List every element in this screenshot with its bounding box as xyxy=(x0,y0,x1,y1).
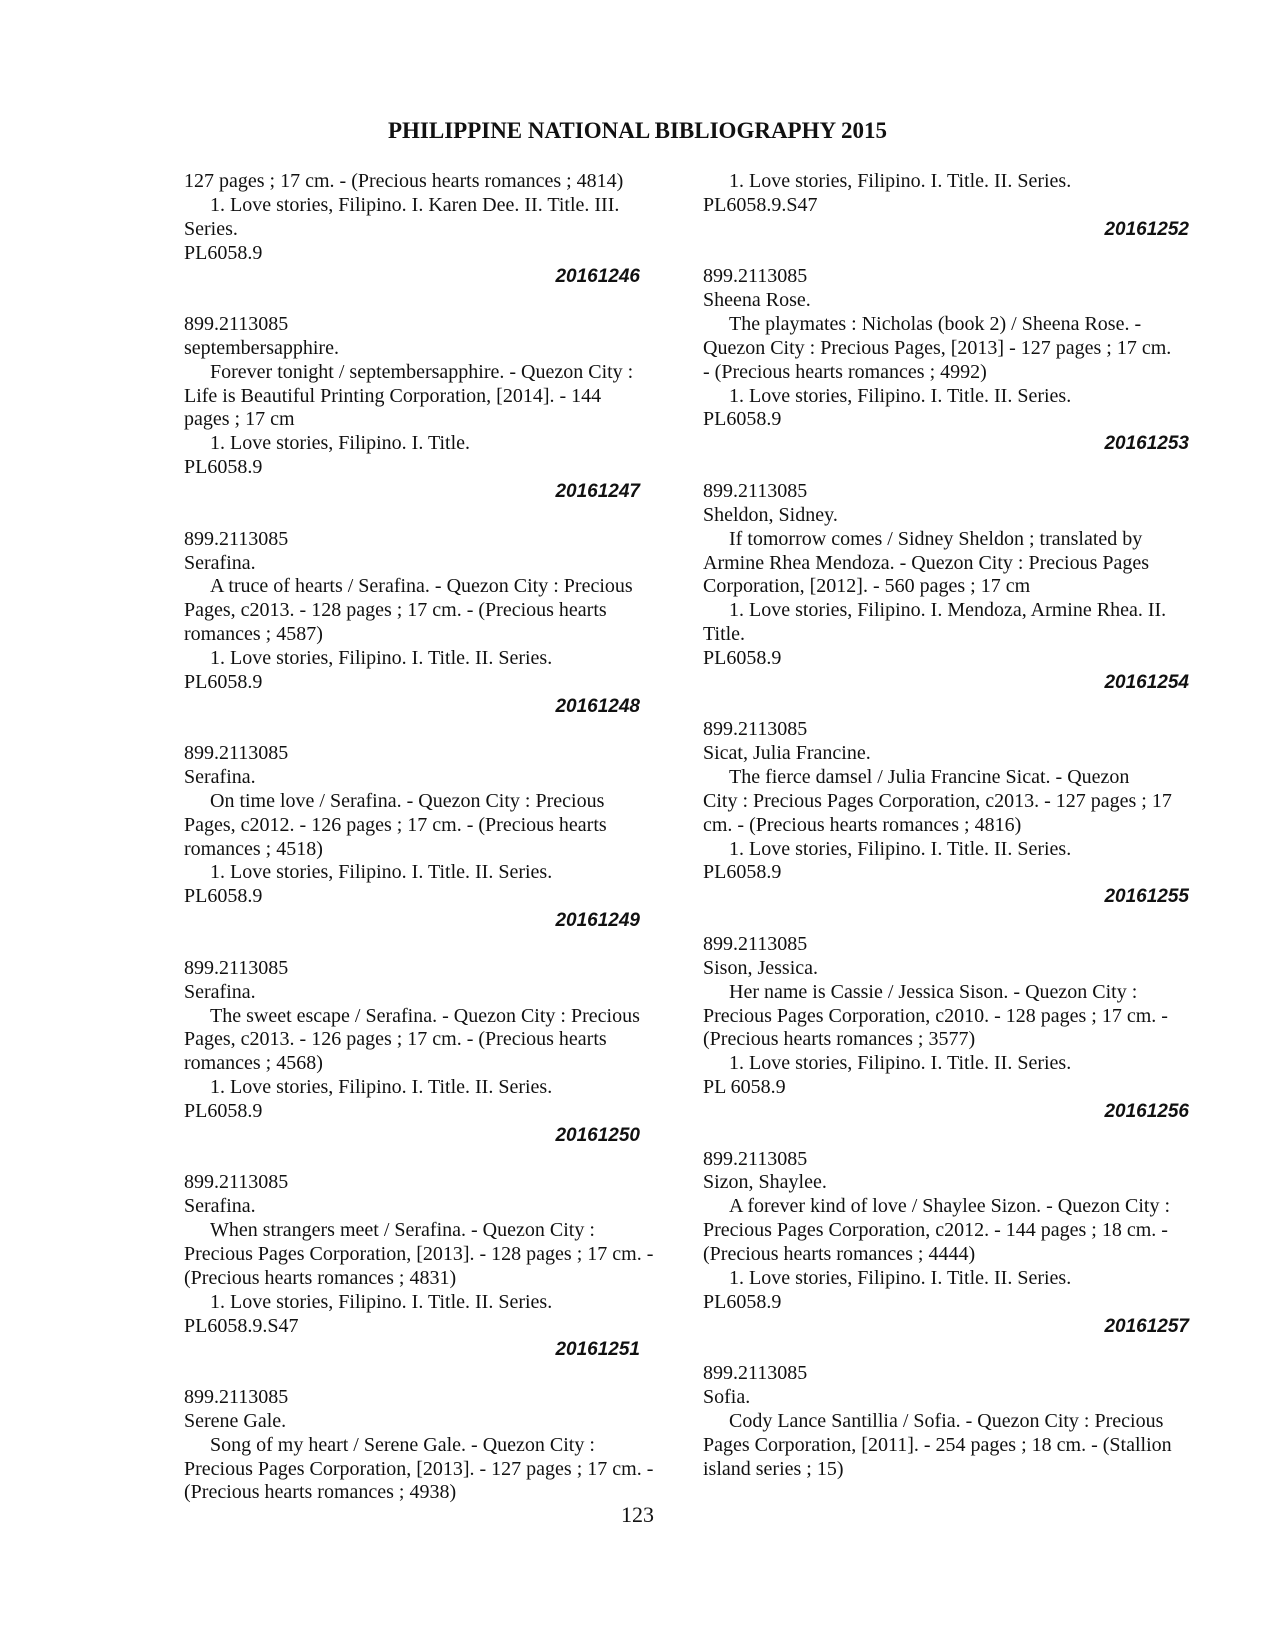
bibliographic-entry xyxy=(184,1171,654,1362)
author-heading: Sison, Jessica. xyxy=(703,956,818,979)
author-heading: Serafina. xyxy=(184,980,256,1003)
subject-line: 1. Love stories, Filipino. I. Title. II. Series. xyxy=(210,1076,553,1099)
record-number: 20161248 xyxy=(555,695,640,717)
description-line: (Precious hearts romances ; 4831) xyxy=(184,1266,457,1289)
call-number: PL6058.9.S47 xyxy=(184,1314,299,1337)
class-number: 899.2113085 xyxy=(184,313,289,336)
author-heading: Serafina. xyxy=(184,1195,256,1218)
description-line: Cody Lance Santillia / Sofia. - Quezon City : Precious xyxy=(729,1409,1164,1432)
description-line: If tomorrow comes / Sidney Sheldon ; translated by xyxy=(729,527,1143,550)
author-heading: septembersapphire. xyxy=(184,336,339,359)
description-line: Quezon City : Precious Pages, [2013] - 127 pages ; 17 cm. xyxy=(703,336,1172,359)
author-heading: Serene Gale. xyxy=(184,1409,287,1432)
subject-line: 1. Love stories, Filipino. I. Mendoza, Armine Rhea. II. xyxy=(729,599,1167,622)
description-line: romances ; 4518) xyxy=(184,837,323,860)
entry-line: PL6058.9.S47 xyxy=(703,193,818,216)
subject-line: 1. Love stories, Filipino. I. Title. xyxy=(210,432,471,455)
record-number: 20161255 xyxy=(1104,886,1189,908)
author-heading: Sizon, Shaylee. xyxy=(703,1171,827,1194)
description-line: - (Precious hearts romances ; 4992) xyxy=(703,360,987,383)
page-title: PHILIPPINE NATIONAL BIBLIOGRAPHY 2015 xyxy=(387,118,888,143)
record-number: 20161254 xyxy=(1104,671,1189,693)
description-line: (Precious hearts romances ; 4938) xyxy=(184,1481,457,1504)
class-number: 899.2113085 xyxy=(703,1147,808,1170)
record-number: 20161251 xyxy=(555,1339,640,1361)
record-number: 20161253 xyxy=(1104,433,1189,455)
record-number: 20161256 xyxy=(1104,1100,1189,1122)
bibliographic-entry xyxy=(184,957,640,1148)
call-number: PL6058.9 xyxy=(184,670,263,693)
record-number: 20161252 xyxy=(1104,218,1189,240)
description-line: Precious Pages Corporation, c2010. - 128 pages ; 17 cm. - xyxy=(703,1004,1168,1027)
description-line: The sweet escape / Serafina. - Quezon City : Precious xyxy=(210,1004,640,1027)
record-number: 20161257 xyxy=(1104,1315,1189,1337)
class-number: 899.2113085 xyxy=(184,527,289,550)
description-line: Her name is Cassie / Jessica Sison. - Quezon City : xyxy=(729,980,1138,1003)
description-line: Corporation, [2012]. - 560 pages ; 17 cm xyxy=(703,575,1031,598)
class-number: 899.2113085 xyxy=(184,1386,289,1409)
description-line: City : Precious Pages Corporation, c2013. - 127 pages ; 17 xyxy=(703,789,1172,812)
class-number: 899.2113085 xyxy=(703,933,808,955)
right-column xyxy=(703,170,1189,1481)
description-line: romances ; 4587) xyxy=(184,623,323,646)
bibliographic-entry xyxy=(703,480,1189,695)
bibliographic-entry xyxy=(703,718,1189,909)
description-line: Life is Beautiful Printing Corporation, [2014]. - 144 xyxy=(184,384,602,407)
description-line: (Precious hearts romances ; 3577) xyxy=(703,1028,976,1051)
bibliographic-entry xyxy=(703,1148,1189,1339)
call-number: PL 6058.9 xyxy=(703,1076,786,1099)
bibliographic-entry xyxy=(184,528,640,719)
call-number: PL6058.9 xyxy=(703,646,782,669)
description-line: When strangers meet / Serafina. - Quezon City : xyxy=(210,1219,595,1242)
bibliographic-entry xyxy=(184,313,640,504)
call-number: PL6058.9 xyxy=(184,1099,263,1122)
description-line: cm. - (Precious hearts romances ; 4816) xyxy=(703,813,1022,836)
author-heading: Serafina. xyxy=(184,551,256,574)
continued-entry xyxy=(184,170,640,289)
left-column xyxy=(184,170,654,1505)
call-number: PL6058.9 xyxy=(703,1290,782,1313)
subject-line: 1. Love stories, Filipino. I. Title. II. Series. xyxy=(729,384,1072,407)
class-number: 899.2113085 xyxy=(703,265,808,288)
page-number: 123 xyxy=(621,1502,654,1527)
class-number: 899.2113085 xyxy=(703,1362,808,1385)
subject-line: 1. Love stories, Filipino. I. Title. II. Series. xyxy=(210,861,553,884)
class-number: 899.2113085 xyxy=(703,718,808,741)
author-heading: Serafina. xyxy=(184,766,256,789)
entry-line: 1. Love stories, Filipino. I. Karen Dee. II. Title. III. xyxy=(210,193,620,216)
call-number: PL6058.9 xyxy=(184,456,263,479)
entry-line: 127 pages ; 17 cm. - (Precious hearts romances ; 4814) xyxy=(184,170,624,192)
description-line: Precious Pages Corporation, [2013]. - 128 pages ; 17 cm. - xyxy=(184,1242,654,1265)
description-line: Precious Pages Corporation, c2012. - 144 pages ; 18 cm. - xyxy=(703,1219,1168,1242)
bibliographic-entry xyxy=(703,265,1189,456)
description-line: island series ; 15) xyxy=(703,1457,844,1480)
subject-line: 1. Love stories, Filipino. I. Title. II. Series. xyxy=(729,837,1072,860)
description-line: Armine Rhea Mendoza. - Quezon City : Precious Pages xyxy=(703,551,1150,574)
subject-line: 1. Love stories, Filipino. I. Title. II. Series. xyxy=(729,1266,1072,1289)
description-line: romances ; 4568) xyxy=(184,1052,323,1075)
author-heading: Sheena Rose. xyxy=(703,289,811,312)
author-heading: Sicat, Julia Francine. xyxy=(703,742,871,765)
bibliographic-entry xyxy=(184,742,640,933)
class-number: 899.2113085 xyxy=(184,956,289,979)
description-line: pages ; 17 cm xyxy=(184,408,295,431)
call-number: PL6058.9 xyxy=(184,885,263,908)
class-number: 899.2113085 xyxy=(184,1171,289,1194)
continued-entry xyxy=(703,170,1189,242)
author-heading: Sheldon, Sidney. xyxy=(703,503,838,526)
description-line: Song of my heart / Serene Gale. - Quezon City : xyxy=(210,1433,595,1456)
record-number: 20161247 xyxy=(555,480,640,502)
bibliographic-entry xyxy=(703,933,1189,1124)
record-number: 20161250 xyxy=(555,1124,640,1146)
description-line: Pages, c2013. - 126 pages ; 17 cm. - (Precious hearts xyxy=(184,1028,607,1051)
entry-line: 1. Love stories, Filipino. I. Title. II. Series. xyxy=(729,170,1072,192)
description-line: A forever kind of love / Shaylee Sizon. - Quezon City : xyxy=(729,1195,1171,1218)
description-line: The fierce damsel / Julia Francine Sicat. - Quezon xyxy=(729,766,1130,789)
description-line: Pages, c2012. - 126 pages ; 17 cm. - (Precious hearts xyxy=(184,813,607,836)
record-number: 20161249 xyxy=(555,910,640,932)
description-line: Pages, c2013. - 128 pages ; 17 cm. - (Precious hearts xyxy=(184,599,607,622)
subject-line: Title. xyxy=(703,623,746,646)
call-number: PL6058.9 xyxy=(703,861,782,884)
call-number: PL6058.9 xyxy=(703,408,782,431)
entry-line: PL6058.9 xyxy=(184,241,263,264)
description-line: On time love / Serafina. - Quezon City : Precious xyxy=(210,789,605,812)
subject-line: 1. Love stories, Filipino. I. Title. II. Series. xyxy=(210,1290,553,1313)
description-line: Forever tonight / septembersapphire. - Quezon City : xyxy=(210,360,634,383)
description-line: A truce of hearts / Serafina. - Quezon City : Precious xyxy=(210,575,633,598)
entry-line: Series. xyxy=(184,217,238,240)
record-number: 20161246 xyxy=(555,266,640,288)
author-heading: Sofia. xyxy=(703,1386,751,1409)
description-line: Precious Pages Corporation, [2013]. - 127 pages ; 17 cm. - xyxy=(184,1457,654,1480)
class-number: 899.2113085 xyxy=(703,479,808,502)
subject-line: 1. Love stories, Filipino. I. Title. II. Series. xyxy=(729,1052,1072,1075)
description-line: (Precious hearts romances ; 4444) xyxy=(703,1242,976,1265)
bibliographic-entry xyxy=(184,1386,654,1505)
subject-line: 1. Love stories, Filipino. I. Title. II. Series. xyxy=(210,646,553,669)
class-number: 899.2113085 xyxy=(184,742,289,765)
description-line: Pages Corporation, [2011]. - 254 pages ; 18 cm. - (Stallion xyxy=(703,1433,1172,1456)
bibliographic-entry xyxy=(703,1362,1189,1481)
description-line: The playmates : Nicholas (book 2) / Sheena Rose. - xyxy=(729,313,1142,336)
